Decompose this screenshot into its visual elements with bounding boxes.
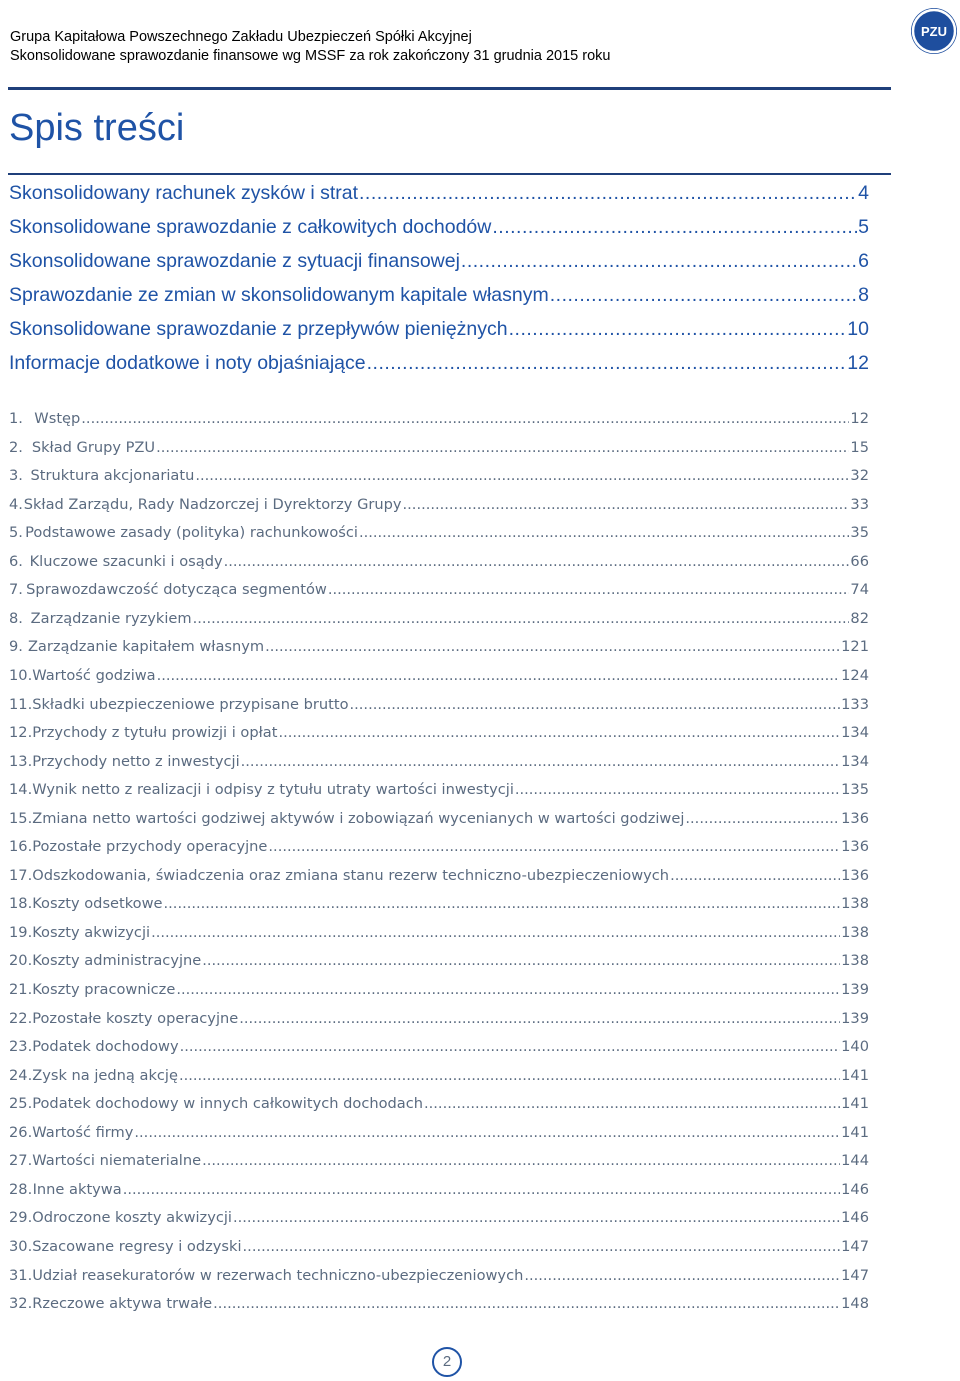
- dot-leader: [492, 214, 857, 241]
- toc-note-label: Zarządzanie kapitałem własnym: [27, 638, 265, 656]
- toc-note-entry[interactable]: [9, 522, 869, 544]
- dot-leader: [359, 180, 857, 207]
- toc-note-number: 23.: [9, 1038, 33, 1056]
- toc-note-entry[interactable]: [9, 922, 869, 944]
- toc-note-number: 14.: [9, 781, 33, 799]
- toc-note-number: 9.: [9, 638, 23, 656]
- toc-note-page: 135: [841, 781, 869, 799]
- toc-note-page: 74: [850, 581, 869, 599]
- toc-entry[interactable]: [9, 282, 869, 309]
- toc-note-entry[interactable]: [9, 1122, 869, 1144]
- toc-note-page: 134: [841, 752, 869, 770]
- toc-note-label: Inne aktywa: [32, 1180, 122, 1198]
- toc-note-page: 32: [850, 467, 869, 485]
- toc-note-number: 21.: [9, 981, 33, 998]
- dot-leader: [202, 950, 840, 972]
- dot-leader: [176, 979, 840, 1001]
- dot-leader: [239, 1008, 840, 1030]
- toc-note-page: 146: [841, 1180, 869, 1198]
- toc-note-page: 140: [841, 1038, 869, 1056]
- toc-note-label: Rzeczowe aktywa trwałe: [32, 1295, 213, 1313]
- dot-leader: [179, 1065, 840, 1087]
- dot-leader: [265, 636, 840, 658]
- toc-note-entry[interactable]: [9, 1179, 869, 1201]
- toc-note-label: Koszty pracownicze: [32, 981, 176, 998]
- toc-note-number: 26.: [9, 1123, 33, 1141]
- toc-note-label: Pozostałe koszty operacyjne: [32, 1009, 239, 1027]
- toc-note-label: Wartość firmy: [32, 1123, 134, 1141]
- dot-leader: [193, 608, 850, 630]
- dot-leader: [515, 779, 840, 801]
- toc-entry[interactable]: [9, 316, 869, 343]
- toc-note-label: Koszty akwizycji: [32, 923, 151, 941]
- toc-note-label: Koszty odsetkowe: [32, 895, 163, 913]
- title-divider: [8, 173, 891, 175]
- toc-note-entry[interactable]: [9, 1293, 869, 1315]
- toc-note-page: 82: [850, 609, 869, 627]
- toc-note-entry[interactable]: [9, 665, 869, 687]
- toc-note-number: 30.: [9, 1237, 33, 1255]
- dot-leader: [134, 1122, 840, 1144]
- toc-note-label: Pozostałe przychody operacyjne: [32, 838, 268, 856]
- toc-note-number: 4.: [9, 495, 23, 513]
- toc-entry-label: Skonsolidowany rachunek zysków i strat: [9, 182, 358, 204]
- header-report-title: Skonsolidowane sprawozdanie finansowe wg MSSF za rok zakończony 31 grudnia 2015 roku: [10, 48, 611, 64]
- toc-note-label: Wynik netto z realizacji i odpisy z tytułu utraty wartości inwestycji: [32, 781, 514, 799]
- logo-text: PZU: [921, 24, 947, 39]
- toc-note-label: Podatek dochodowy: [32, 1038, 179, 1056]
- document-header: [10, 28, 610, 66]
- toc-entry-page: 12: [847, 351, 869, 374]
- toc-note-entry[interactable]: [9, 1008, 869, 1030]
- toc-note-page: 136: [841, 838, 869, 856]
- toc-entry-label: Skonsolidowane sprawozdanie z całkowitych dochodów: [9, 215, 492, 238]
- dot-leader: [268, 836, 840, 858]
- toc-note-entry[interactable]: [9, 1036, 869, 1058]
- toc-note-label: Przychody netto z inwestycji: [32, 752, 240, 770]
- toc-note-entry[interactable]: [9, 1093, 869, 1115]
- toc-note-number: 17.: [9, 866, 33, 884]
- toc-note-entry[interactable]: [9, 636, 869, 658]
- toc-note-number: 27.: [9, 1152, 33, 1170]
- toc-note-number: 5.: [9, 524, 23, 542]
- toc-note-page: 12: [850, 410, 869, 427]
- page-number: 2: [432, 1347, 462, 1377]
- toc-note-number: 24.: [9, 1066, 33, 1084]
- toc-note-entry[interactable]: [9, 865, 869, 887]
- toc-entry-page: 10: [847, 317, 869, 340]
- dot-leader: [157, 665, 841, 687]
- toc-note-page: 134: [841, 724, 869, 742]
- toc-note-label: Skład Grupy PZU: [31, 438, 156, 456]
- toc-note-page: 148: [841, 1295, 869, 1313]
- toc-note-label: Składki ubezpieczeniowe przypisane brutto: [32, 695, 349, 713]
- toc-note-number: 20.: [9, 952, 33, 970]
- dot-leader: [424, 1093, 840, 1115]
- toc-note-page: 144: [841, 1152, 869, 1170]
- dot-leader: [195, 465, 849, 487]
- toc-note-page: 124: [841, 666, 869, 684]
- toc-note-entry[interactable]: [9, 408, 869, 430]
- toc-note-entry[interactable]: [9, 979, 869, 1001]
- toc-note-number: 32.: [9, 1295, 33, 1313]
- toc-entry-label: Informacje dodatkowe i noty objaśniające: [9, 351, 366, 374]
- toc-note-entry[interactable]: [9, 437, 869, 459]
- toc-note-page: 141: [841, 1123, 869, 1141]
- toc-entry[interactable]: [9, 180, 869, 207]
- toc-note-label: Wartości niematerialne: [32, 1152, 202, 1170]
- toc-note-number: 11.: [9, 695, 33, 713]
- toc-note-page: 136: [841, 866, 869, 884]
- dot-leader: [243, 1236, 841, 1258]
- dot-leader: [367, 350, 847, 377]
- toc-note-label: Skład Zarządu, Rady Nadzorczej i Dyrektorzy Grupy: [23, 495, 402, 513]
- toc-note-label: Zarządzanie ryzykiem: [30, 609, 192, 627]
- toc-note-entry[interactable]: [9, 808, 869, 830]
- toc-note-label: Struktura akcjonariatu: [30, 467, 195, 485]
- toc-note-entry[interactable]: [9, 1065, 869, 1087]
- toc-note-page: 138: [841, 952, 869, 970]
- toc-note-number: 8.: [9, 609, 23, 627]
- dot-leader: [350, 694, 841, 716]
- toc-note-entry[interactable]: [9, 1207, 869, 1229]
- toc-note-label: Zysk na jedną akcję: [32, 1066, 178, 1084]
- toc-note-number: 2.: [9, 438, 23, 456]
- dot-leader: [180, 1036, 841, 1058]
- toc-note-page: 139: [841, 981, 869, 998]
- toc-note-page: 133: [841, 695, 869, 713]
- toc-note-number: 6.: [9, 552, 23, 570]
- toc-entry-page: 4: [858, 182, 869, 204]
- toc-note-label: Odroczone koszty akwizycji: [32, 1209, 232, 1227]
- dot-leader: [685, 808, 840, 830]
- toc-note-number: 3.: [9, 467, 23, 485]
- toc-note-entry[interactable]: [9, 1236, 869, 1258]
- toc-note-entry[interactable]: [9, 1265, 869, 1287]
- toc-note-page: 138: [841, 895, 869, 913]
- toc-note-page: 33: [850, 495, 869, 513]
- toc-note-label: Udział reasekuratorów w rezerwach techniczno-ubezpieczeniowych: [32, 1266, 524, 1284]
- toc-entry[interactable]: [9, 214, 869, 241]
- toc-note-number: 13.: [9, 752, 33, 770]
- toc-note-number: 10.: [9, 666, 33, 684]
- toc-note-number: 12.: [9, 724, 33, 742]
- dot-leader: [151, 922, 840, 944]
- dot-leader: [123, 1179, 840, 1201]
- toc-note-entry[interactable]: [9, 779, 869, 801]
- header-company-name: Grupa Kapitałowa Powszechnego Zakładu Ubezpieczeń Spółki Akcyjnej: [10, 29, 472, 45]
- dot-leader: [224, 551, 850, 573]
- toc-note-label: Wartość godziwa: [32, 666, 156, 684]
- toc-note-number: 1.: [9, 410, 23, 427]
- toc-entry-page: 8: [858, 283, 869, 306]
- toc-note-number: 19.: [9, 923, 33, 941]
- toc-note-number: 16.: [9, 838, 33, 856]
- dot-leader: [670, 865, 840, 887]
- dot-leader: [524, 1265, 840, 1287]
- dot-leader: [241, 751, 840, 773]
- dot-leader: [233, 1207, 840, 1229]
- toc-note-entry[interactable]: [9, 494, 869, 516]
- toc-entry-label: Sprawozdanie ze zmian w skonsolidowanym kapitale własnym: [9, 283, 549, 306]
- toc-entry-label: Skonsolidowane sprawozdanie z sytuacji finansowej: [9, 249, 460, 272]
- toc-entry-page: 6: [858, 249, 869, 272]
- dot-leader: [328, 579, 850, 601]
- dot-leader: [81, 408, 849, 430]
- dot-leader: [202, 1150, 840, 1172]
- toc-note-entry[interactable]: [9, 1150, 869, 1172]
- toc-note-number: 29.: [9, 1209, 33, 1227]
- page-title: Spis treści: [9, 107, 185, 149]
- toc-note-entry[interactable]: [9, 579, 869, 601]
- pzu-logo-icon: [911, 8, 957, 54]
- toc-entry[interactable]: [9, 350, 869, 377]
- toc-note-entry[interactable]: [9, 694, 869, 716]
- toc-note-page: 146: [841, 1209, 869, 1227]
- toc-entry-label: Skonsolidowane sprawozdanie z przepływów pieniężnych: [9, 317, 508, 340]
- toc-note-entry[interactable]: [9, 608, 869, 630]
- toc-entry[interactable]: [9, 248, 869, 275]
- toc-note-page: 15: [850, 438, 869, 456]
- toc-note-page: 121: [841, 638, 869, 656]
- toc-note-label: Przychody z tytułu prowizji i opłat: [32, 724, 278, 742]
- dot-leader: [550, 282, 857, 309]
- toc-note-page: 147: [841, 1237, 869, 1255]
- toc-note-number: 25.: [9, 1095, 33, 1113]
- toc-note-number: 15.: [9, 809, 33, 827]
- dot-leader: [156, 437, 849, 459]
- toc-note-entry[interactable]: [9, 465, 869, 487]
- toc-note-page: 147: [841, 1266, 869, 1284]
- toc-note-label: Podstawowe zasady (polityka) rachunkowości: [25, 524, 358, 542]
- dot-leader: [461, 248, 857, 275]
- toc-note-page: 139: [841, 1009, 869, 1027]
- toc-note-page: 136: [841, 809, 869, 827]
- dot-leader: [164, 893, 841, 915]
- toc-note-label: Sprawozdawczość dotycząca segmentów: [26, 581, 327, 599]
- toc-note-label: Koszty administracyjne: [32, 952, 202, 970]
- toc-note-label: Szacowane regresy i odzyski: [32, 1237, 242, 1255]
- toc-note-page: 138: [841, 923, 869, 941]
- toc-note-label: Podatek dochodowy w innych całkowitych dochodach: [32, 1095, 424, 1113]
- toc-note-number: 18.: [9, 895, 33, 913]
- toc-note-entry[interactable]: [9, 950, 869, 972]
- dot-leader: [403, 494, 850, 516]
- dot-leader: [213, 1293, 840, 1315]
- toc-note-page: 66: [850, 552, 869, 570]
- toc-note-entry[interactable]: [9, 551, 869, 573]
- dot-leader: [509, 316, 847, 343]
- toc-note-entry[interactable]: [9, 722, 869, 744]
- toc-note-label: Wstęp: [34, 410, 81, 427]
- toc-note-number: 7.: [9, 581, 23, 599]
- toc-note-number: 22.: [9, 1009, 33, 1027]
- dot-leader: [359, 522, 849, 544]
- toc-note-label: Odszkodowania, świadczenia oraz zmiana stanu rezerw techniczno-ubezpieczeniowych: [32, 866, 670, 884]
- toc-note-entry[interactable]: [9, 751, 869, 773]
- toc-note-number: 28.: [9, 1180, 33, 1198]
- dot-leader: [278, 722, 840, 744]
- toc-note-number: 31.: [9, 1266, 33, 1284]
- toc-note-page: 35: [850, 524, 869, 542]
- toc-note-label: Zmiana netto wartości godziwej aktywów i zobowiązań wycenianych w wartości godziwej: [32, 809, 685, 827]
- toc-note-entry[interactable]: [9, 893, 869, 915]
- header-divider: [8, 87, 891, 90]
- toc-note-page: 141: [841, 1066, 869, 1084]
- toc-note-page: 141: [841, 1095, 869, 1113]
- toc-note-entry[interactable]: [9, 836, 869, 858]
- toc-entry-page: 5: [858, 215, 869, 238]
- toc-note-label: Kluczowe szacunki i osądy: [29, 552, 223, 570]
